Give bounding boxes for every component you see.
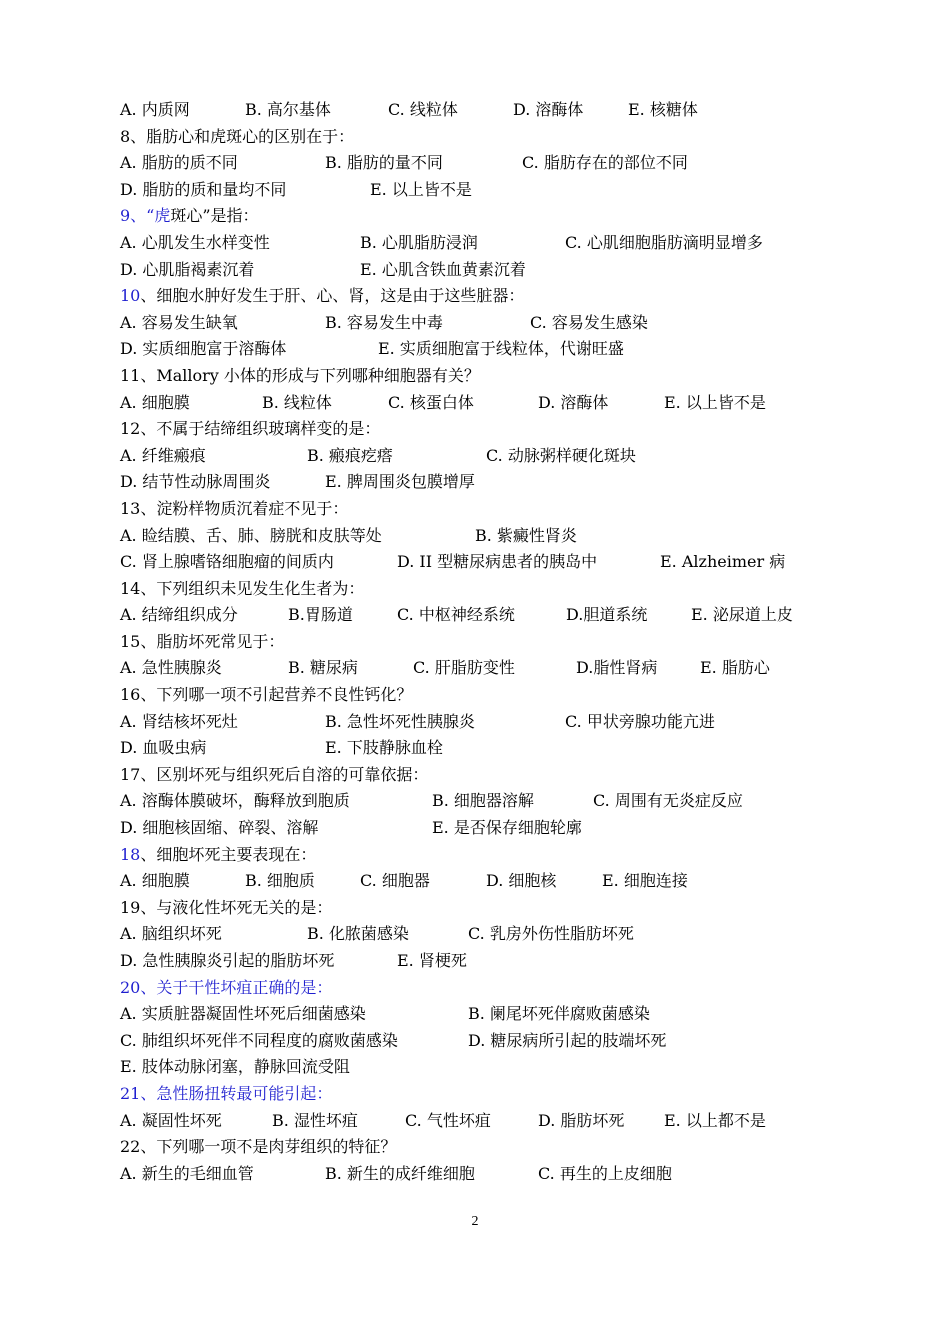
question-line xyxy=(120,1081,840,1108)
question-line xyxy=(120,682,840,709)
option-text: D. 脂肪的质和量均不同 xyxy=(120,179,287,199)
question-line xyxy=(120,203,840,230)
question-text xyxy=(120,1081,332,1108)
question-text: 11、Mallory 小体的形成与下列哪种细胞器有关？ xyxy=(120,365,480,385)
option-text: C. 细胞器 xyxy=(360,871,430,891)
option-text: E. 脾周围炎包膜增厚 xyxy=(325,472,475,492)
option-text: A. 纤维瘢痕 xyxy=(120,445,206,465)
options-line xyxy=(120,602,840,629)
option-text: B. 化脓菌感染 xyxy=(307,924,409,944)
option-text: C. 核蛋白体 xyxy=(388,392,474,412)
options-line xyxy=(120,735,840,762)
question-line xyxy=(120,416,840,443)
options-line xyxy=(120,1108,840,1135)
options-line xyxy=(120,257,840,284)
option-text: C. 肾上腺嗜铬细胞瘤的间质内 xyxy=(120,552,334,572)
option-text: A. 睑结膜、舌、肺、膀胱和皮肤等处 xyxy=(120,525,382,545)
option-text: A. 凝固性坏死 xyxy=(120,1110,222,1130)
option-text: A. 结缔组织成分 xyxy=(120,605,238,625)
option-text: A. 新生的毛细血管 xyxy=(120,1163,254,1183)
option-text: C. 线粒体 xyxy=(388,100,458,119)
options-line xyxy=(120,523,840,550)
question-text: 16、下列哪一项不引起营养不良性钙化？ xyxy=(120,685,413,705)
option-text: E. 实质细胞富于线粒体，代谢旺盛 xyxy=(378,339,624,359)
question-line xyxy=(120,1134,840,1161)
page-number: 2 xyxy=(471,1214,479,1229)
option-text: D.胆道系统 xyxy=(566,605,648,625)
option-text: D. II 型糖尿病患者的胰岛中 xyxy=(397,552,598,572)
option-text: E. 细胞连接 xyxy=(602,871,688,891)
option-text: A. 脑组织坏死 xyxy=(120,924,222,944)
option-text: B. 新生的成纤维细胞 xyxy=(325,1163,475,1183)
question-line xyxy=(120,895,840,922)
option-text: E. Alzheimer 病 xyxy=(660,552,786,572)
option-text: E. 泌尿道上皮 xyxy=(691,605,793,625)
option-text: D. 结节性动脉周围炎 xyxy=(120,472,271,492)
option-text: D. 急性胰腺炎引起的脂肪坏死 xyxy=(120,951,335,970)
options-line xyxy=(120,230,840,257)
option-text: D. 实质细胞富于溶酶体 xyxy=(120,339,287,359)
option-text: E. 脂肪心 xyxy=(700,658,770,678)
question-line xyxy=(120,496,840,523)
option-text: A. 细胞膜 xyxy=(120,871,190,891)
options-line xyxy=(120,868,840,895)
question-rest: 、细胞坏死主要表现在： xyxy=(140,844,317,864)
option-text: E. 肢体动脉闭塞，静脉回流受阻 xyxy=(120,1057,350,1077)
question-line xyxy=(120,629,840,656)
option-text: A. 溶酶体膜破坏，酶释放到胞质 xyxy=(120,791,350,811)
option-text: B. 糖尿病 xyxy=(288,658,358,678)
options-line xyxy=(120,310,840,337)
option-text: C. 肝脂肪变性 xyxy=(413,658,515,678)
option-text: B. 细胞器溶解 xyxy=(432,791,534,811)
question-text: 12、不属于结缔组织玻璃样变的是： xyxy=(120,419,381,439)
highlighted-text: 21、急性肠扭转最可能引起： xyxy=(120,1083,333,1103)
question-text xyxy=(120,975,332,1002)
option-text: E. 以上皆不是 xyxy=(370,179,472,199)
options-line xyxy=(120,549,840,576)
options-line xyxy=(120,1028,840,1055)
question-text: 22、下列哪一项不是肉芽组织的特征？ xyxy=(120,1137,397,1157)
options-line xyxy=(120,788,840,815)
option-text: B. 脂肪的量不同 xyxy=(325,153,443,173)
option-text: C. 乳房外伤性脂肪坏死 xyxy=(468,924,634,944)
question-text xyxy=(120,842,316,869)
option-text: E. 以上皆不是 xyxy=(664,392,766,412)
option-text: E. 肾梗死 xyxy=(397,951,467,970)
option-text: A. 内质网 xyxy=(120,100,190,119)
question-text: 14、下列组织未见发生化生者为： xyxy=(120,578,365,598)
option-text: B. 急性坏死性胰腺炎 xyxy=(325,711,475,731)
question-text xyxy=(120,203,259,230)
options-line xyxy=(120,1001,840,1028)
question-text: 15、脂肪坏死常见于： xyxy=(120,631,285,651)
question-line xyxy=(120,842,840,869)
option-text: B. 线粒体 xyxy=(262,392,332,412)
options-line xyxy=(120,443,840,470)
option-text: C. 再生的上皮细胞 xyxy=(538,1163,672,1183)
options-line xyxy=(120,97,840,124)
option-text: E. 心肌含铁血黄素沉着 xyxy=(360,259,526,279)
option-text: D. 血吸虫病 xyxy=(120,738,207,758)
option-text: C. 中枢神经系统 xyxy=(397,605,515,625)
options-line xyxy=(120,150,840,177)
option-text: C. 甲状旁腺功能亢进 xyxy=(565,711,715,731)
highlighted-text: 18 xyxy=(120,844,141,864)
option-text: B. 容易发生中毒 xyxy=(325,312,443,332)
options-line xyxy=(120,469,840,496)
options-line xyxy=(120,1054,840,1081)
options-line xyxy=(120,948,840,975)
highlighted-text: 20、关于干性坏疽正确的是： xyxy=(120,977,333,997)
option-text: D. 脂肪坏死 xyxy=(538,1110,625,1130)
option-text: B. 高尔基体 xyxy=(245,100,331,119)
option-text: D. 心肌脂褐素沉着 xyxy=(120,259,255,279)
option-text: B. 湿性坏疽 xyxy=(272,1110,358,1130)
highlighted-text: 9、“虎 xyxy=(120,206,171,226)
option-text: C. 心肌细胞脂肪滴明显增多 xyxy=(565,232,763,252)
options-line xyxy=(120,1161,840,1188)
question-text: 13、淀粉样物质沉着症不见于： xyxy=(120,498,349,518)
option-text: A. 细胞膜 xyxy=(120,392,190,412)
question-line xyxy=(120,975,840,1002)
option-text: A. 脂肪的质不同 xyxy=(120,153,238,173)
question-line xyxy=(120,576,840,603)
question-line xyxy=(120,124,840,151)
option-text: B. 紫癜性肾炎 xyxy=(475,525,577,545)
option-text: E. 下肢静脉血栓 xyxy=(325,738,443,758)
option-text: D.脂性肾病 xyxy=(576,658,658,678)
options-line xyxy=(120,177,840,204)
option-text: B. 阑尾坏死伴腐败菌感染 xyxy=(468,1004,650,1024)
option-text: E. 核糖体 xyxy=(628,100,698,119)
option-text: C. 容易发生感染 xyxy=(530,312,648,332)
question-text xyxy=(120,283,524,310)
question-line xyxy=(120,762,840,789)
question-rest: 斑心”是指： xyxy=(170,206,259,226)
option-text: A. 实质脏器凝固性坏死后细菌感染 xyxy=(120,1004,366,1024)
options-line xyxy=(120,709,840,736)
option-text: D. 糖尿病所引起的肢端坏死 xyxy=(468,1030,667,1050)
question-text: 8、脂肪心和虎斑心的区别在于： xyxy=(120,126,355,146)
option-text: C. 动脉粥样硬化斑块 xyxy=(486,445,636,465)
option-text: C. 气性坏疽 xyxy=(405,1110,491,1130)
option-text: B.胃肠道 xyxy=(288,605,353,625)
options-line xyxy=(120,336,840,363)
option-text: B. 瘢痕疙瘩 xyxy=(307,445,393,465)
question-text: 19、与液化性坏死无关的是： xyxy=(120,897,333,917)
option-text: A. 肾结核坏死灶 xyxy=(120,711,238,731)
option-text: D. 细胞核 xyxy=(486,871,557,891)
options-line xyxy=(120,655,840,682)
option-text: B. 细胞质 xyxy=(245,871,315,891)
option-text: C. 脂肪存在的部位不同 xyxy=(522,153,688,173)
option-text: B. 心肌脂肪浸润 xyxy=(360,232,478,252)
option-text: D. 溶酶体 xyxy=(513,100,584,119)
options-line xyxy=(120,390,840,417)
option-text: A. 急性胰腺炎 xyxy=(120,658,222,678)
option-text: D. 溶酶体 xyxy=(538,392,609,412)
options-line xyxy=(120,815,840,842)
option-text: D. 细胞核固缩、碎裂、溶解 xyxy=(120,818,319,838)
question-text: 17、区别坏死与组织死后自溶的可靠依据： xyxy=(120,764,429,784)
option-text: C. 肺组织坏死伴不同程度的腐败菌感染 xyxy=(120,1030,398,1050)
options-line xyxy=(120,921,840,948)
option-text: A. 心肌发生水样变性 xyxy=(120,232,270,252)
exam-content xyxy=(120,97,840,1187)
question-line xyxy=(120,283,840,310)
option-text: C. 周围有无炎症反应 xyxy=(593,791,743,811)
option-text: E. 以上都不是 xyxy=(664,1110,766,1130)
option-text: E. 是否保存细胞轮廓 xyxy=(432,818,582,838)
option-text: A. 容易发生缺氧 xyxy=(120,312,238,332)
question-rest: 、细胞水肿好发生于肝、心、肾，这是由于这些脏器： xyxy=(140,286,525,306)
question-line xyxy=(120,363,840,390)
highlighted-text: 10 xyxy=(120,286,141,306)
